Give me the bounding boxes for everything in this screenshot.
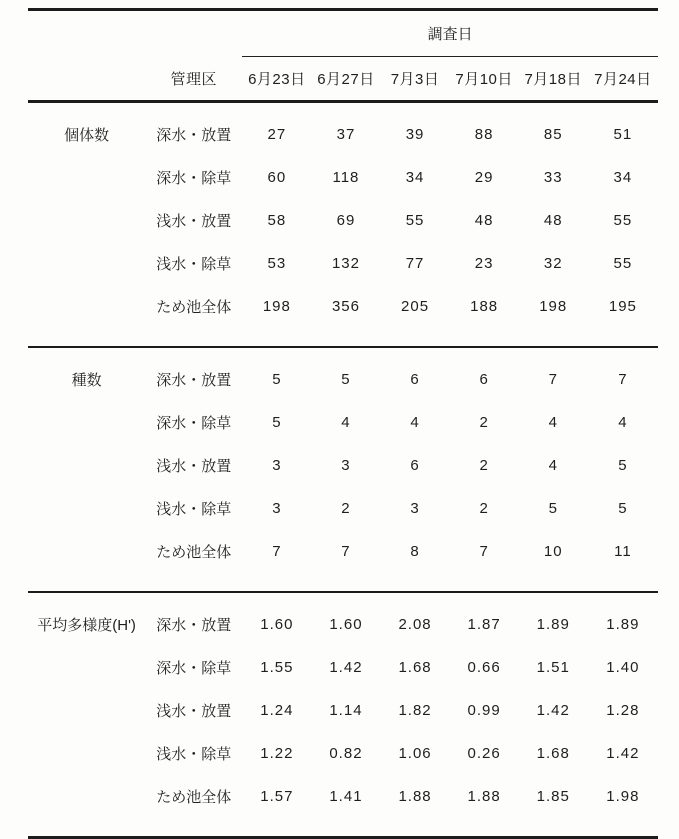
table-row	[28, 347, 658, 401]
value-cell: 0.99	[467, 702, 501, 719]
zone-label: 浅水・除草	[156, 501, 232, 518]
table-row	[28, 592, 658, 646]
value-cell: 33	[543, 169, 563, 186]
table-row	[28, 401, 658, 444]
value-cell: 7	[618, 371, 628, 388]
date-header: 7月18日	[524, 71, 582, 88]
section-species-count	[28, 347, 658, 592]
value-cell: 3	[272, 457, 282, 474]
table-header	[28, 10, 658, 102]
section-label-spacer	[28, 732, 145, 775]
value-cell: 55	[613, 255, 633, 272]
value-cell: 1.60	[329, 616, 363, 633]
value-cell: 1.24	[260, 702, 294, 719]
value-cell: 2	[341, 500, 351, 517]
spanner-spacer	[28, 10, 242, 57]
zone-label: 深水・放置	[156, 372, 232, 389]
table-row	[28, 775, 658, 838]
section-label-spacer	[28, 487, 145, 530]
value-cell: 55	[613, 212, 633, 229]
zone-label: 浅水・放置	[156, 703, 232, 720]
section-label: 個体数	[64, 127, 110, 144]
value-cell: 1.28	[606, 702, 640, 719]
value-cell: 1.40	[606, 659, 640, 676]
value-cell: 195	[608, 298, 637, 315]
value-cell: 77	[405, 255, 425, 272]
value-cell: 32	[543, 255, 563, 272]
value-cell: 7	[341, 543, 351, 560]
value-cell: 6	[410, 371, 420, 388]
value-cell: 1.42	[536, 702, 570, 719]
value-cell: 205	[401, 298, 430, 315]
table-row	[28, 199, 658, 242]
table-row	[28, 285, 658, 347]
zone-label: 深水・除草	[156, 170, 232, 187]
date-header: 6月23日	[248, 71, 306, 88]
section-label-spacer	[28, 775, 145, 838]
section-individual-count	[28, 102, 658, 348]
table-row	[28, 487, 658, 530]
zone-label: ため池全体	[156, 789, 232, 806]
header-spacer	[28, 57, 145, 102]
value-cell: 23	[474, 255, 494, 272]
value-cell: 3	[272, 500, 282, 517]
value-cell: 69	[336, 212, 356, 229]
value-cell: 53	[267, 255, 287, 272]
value-cell: 85	[543, 126, 563, 143]
value-cell: 48	[543, 212, 563, 229]
value-cell: 3	[341, 457, 351, 474]
value-cell: 5	[272, 414, 282, 431]
value-cell: 29	[474, 169, 494, 186]
value-cell: 3	[410, 500, 420, 517]
section-mean-diversity	[28, 592, 658, 838]
value-cell: 7	[479, 543, 489, 560]
value-cell: 0.26	[467, 745, 501, 762]
value-cell: 1.85	[536, 788, 570, 805]
value-cell: 1.82	[398, 702, 432, 719]
date-header: 7月24日	[594, 71, 652, 88]
value-cell: 6	[479, 371, 489, 388]
table-row	[28, 444, 658, 487]
section-label-spacer	[28, 444, 145, 487]
value-cell: 0.82	[329, 745, 363, 762]
zone-label: 浅水・放置	[156, 458, 232, 475]
value-cell: 34	[405, 169, 425, 186]
section-label: 平均多様度(H')	[37, 617, 136, 634]
value-cell: 1.41	[329, 788, 363, 805]
value-cell: 1.22	[260, 745, 294, 762]
section-label-spacer	[28, 530, 145, 592]
value-cell: 60	[267, 169, 287, 186]
value-cell: 1.55	[260, 659, 294, 676]
value-cell: 1.57	[260, 788, 294, 805]
section-label-spacer	[28, 285, 145, 347]
survey-date-group-header: 調査日	[242, 10, 658, 57]
value-cell: 27	[267, 126, 287, 143]
value-cell: 5	[272, 371, 282, 388]
value-cell: 55	[405, 212, 425, 229]
date-header: 7月10日	[455, 71, 513, 88]
value-cell: 1.98	[606, 788, 640, 805]
survey-date-spanner-row	[28, 10, 658, 57]
zone-label: 浅水・除草	[156, 746, 232, 763]
table-row	[28, 646, 658, 689]
zone-label: 深水・除草	[156, 660, 232, 677]
value-cell: 1.06	[398, 745, 432, 762]
value-cell: 1.68	[536, 745, 570, 762]
value-cell: 118	[332, 169, 360, 186]
table-row	[28, 732, 658, 775]
table-row	[28, 689, 658, 732]
survey-results-table	[28, 8, 658, 839]
zone-label: 深水・放置	[156, 617, 232, 634]
column-header-row	[28, 57, 658, 102]
value-cell: 198	[262, 298, 291, 315]
section-label: 種数	[71, 372, 102, 389]
value-cell: 1.51	[536, 659, 570, 676]
section-label-spacer	[28, 401, 145, 444]
value-cell: 1.89	[536, 616, 570, 633]
value-cell: 58	[267, 212, 287, 229]
value-cell: 11	[614, 543, 632, 560]
section-label-spacer	[28, 156, 145, 199]
value-cell: 1.89	[606, 616, 640, 633]
section-label-spacer	[28, 646, 145, 689]
value-cell: 8	[410, 543, 420, 560]
value-cell: 5	[341, 371, 351, 388]
zone-label: 浅水・除草	[156, 256, 232, 273]
value-cell: 4	[618, 414, 628, 431]
value-cell: 37	[336, 126, 356, 143]
value-cell: 1.87	[467, 616, 501, 633]
value-cell: 132	[331, 255, 360, 272]
date-header: 7月3日	[390, 71, 440, 88]
value-cell: 0.66	[467, 659, 501, 676]
table-row	[28, 242, 658, 285]
value-cell: 4	[548, 414, 558, 431]
value-cell: 1.42	[606, 745, 640, 762]
value-cell: 4	[410, 414, 420, 431]
table-row	[28, 156, 658, 199]
value-cell: 10	[543, 543, 563, 560]
zone-label: 深水・除草	[156, 415, 232, 432]
value-cell: 5	[618, 500, 628, 517]
value-cell: 4	[548, 457, 558, 474]
zone-label: ため池全体	[156, 299, 232, 316]
section-label-spacer	[28, 199, 145, 242]
value-cell: 6	[410, 457, 420, 474]
value-cell: 4	[341, 414, 351, 431]
section-label-spacer	[28, 689, 145, 732]
value-cell: 1.42	[329, 659, 363, 676]
date-header: 6月27日	[317, 71, 375, 88]
management-zone-header: 管理区	[170, 70, 217, 88]
value-cell: 88	[474, 126, 494, 143]
value-cell: 2	[479, 500, 489, 517]
value-cell: 1.68	[398, 659, 432, 676]
value-cell: 2	[479, 457, 489, 474]
value-cell: 1.60	[260, 616, 294, 633]
zone-label: 浅水・放置	[156, 213, 232, 230]
zone-label: ため池全体	[156, 544, 232, 561]
table-row	[28, 530, 658, 592]
value-cell: 188	[470, 298, 499, 315]
value-cell: 7	[272, 543, 282, 560]
value-cell: 1.88	[467, 788, 501, 805]
value-cell: 39	[405, 126, 425, 143]
value-cell: 1.14	[329, 702, 363, 719]
value-cell: 34	[613, 169, 633, 186]
value-cell: 2	[479, 414, 489, 431]
value-cell: 5	[618, 457, 628, 474]
value-cell: 1.88	[398, 788, 432, 805]
value-cell: 2.08	[398, 616, 432, 633]
section-label-spacer	[28, 242, 145, 285]
value-cell: 7	[548, 371, 558, 388]
table-row	[28, 102, 658, 157]
value-cell: 48	[474, 212, 494, 229]
value-cell: 51	[613, 126, 633, 143]
zone-label: 深水・放置	[156, 127, 232, 144]
value-cell: 356	[331, 298, 360, 315]
value-cell: 5	[548, 500, 558, 517]
value-cell: 198	[539, 298, 568, 315]
